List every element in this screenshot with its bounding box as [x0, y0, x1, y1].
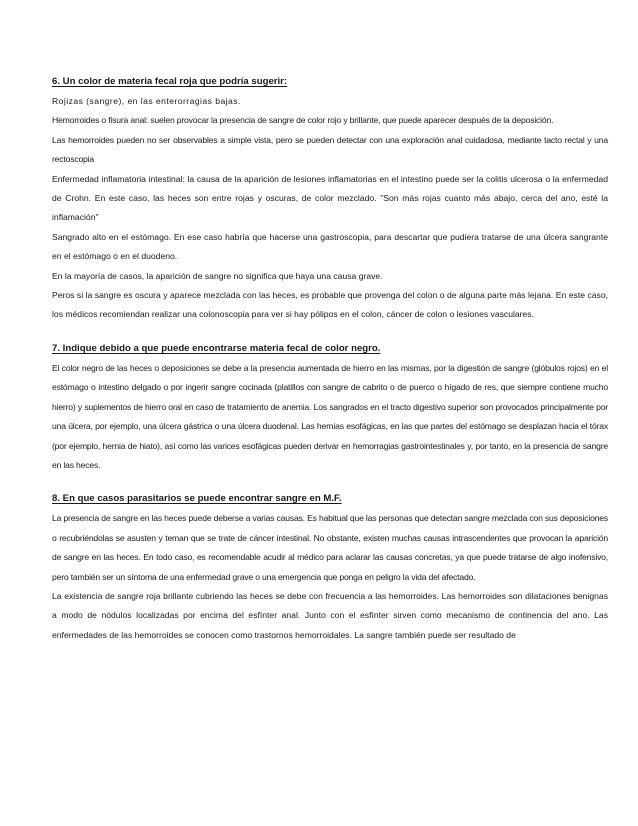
paragraph: El color negro de las heces o deposiciones se debe a la presencia aumentada de hierro en las mismas, por la digestión de sangre (glóbulos rojos) en el estómago o intestino delgado o por ingerir sangre cocinada (platillos con sangre de cabrito o de puerco o hígado de res, que siempre contiene mucho hierro) y suplementos de hierro oral en caso de tratamiento de anemia. Los sangrados en el tracto digestivo superior son provocados principalmente por una úlcera, por ejemplo, una úlcera gástrica o una úlcera duodenal. Las hernias esofágicas, en las que partes del estómago se desplazan hacia el tórax (por ejemplo, hernia de hiato), así como las varices esofágicas pueden derivar en hemorragias gastrointestinales y, por tanto, en la presencia de sangre en las heces.: [52, 362, 608, 470]
paragraph: Hemorroides o fisura anal: suelen provocar la presencia de sangre de color rojo y brillante, que puede aparecer después de la deposición.: [52, 115, 554, 126]
paragraph: En la mayoría de casos, la aparición de sangre no significa que haya una causa grave.: [52, 270, 383, 281]
paragraph: La existencia de sangre roja brillante cubriendo las heces se debe con frecuencia a las hemorroides. Las hemorroides son dilataciones benignas a modo de nódulos localizadas por encima del esfínter anal. Junto con el esfínter sirven como mecanismo de continencia del ano. Las enfermedades de las hemorroides se conocen como trastornos hemorroidales. La sangre también puede ser resultado de: [52, 590, 608, 640]
paragraph: Sangrado alto en el estómago. En ese caso habría que hacerse una gastroscopia, para descartar que pudiera tratarse de una úlcera sangrante en el estómago o en el duodeno.: [52, 231, 608, 262]
section-heading: 6. Un color de materia fecal roja que podría sugerir:: [52, 76, 288, 87]
paragraph: Enfermedad inflamatoria intestinal: la causa de la aparición de lesiones inflamatorias en el intestino puede ser la colitis ulcerosa o la enfermedad de Crohn. En este caso, las heces son entre rojas y oscuras, de color mezclado. "Son más rojas cuanto más abajo, cerca del ano, esté la inflamación": [52, 173, 608, 223]
paragraph: La presencia de sangre en las heces puede deberse a varias causas. Es habitual que las personas que detectan sangre mezclada con sus deposiciones o recubriéndolas se asusten y teman que se trate de cáncer intestinal. No obstante, existen muchas causas intrascendentes que provocan la aparición de sangre en las heces. En todo caso, es recomendable acudir al médico para aclarar las causas concretas, ya que puede tratarse de algo inofensivo, pero también ser un síntoma de una enfermedad grave o una emergencia que ponga en peligro la vida del afectado.: [52, 513, 608, 582]
section-heading: 7. Indique debido a que puede encontrarse materia fecal de color negro.: [52, 342, 381, 354]
section-6: [52, 73, 608, 325]
paragraph: Peros si la sangre es oscura y aparece mezclada con las heces, es probable que provenga del colon o de alguna parte más lejana. En este caso, los médicos recomiendan realizar una colonoscopia para ver si hay pólipos en el colon, cáncer de colon o lesiones vasculares.: [52, 290, 608, 320]
section-8: [52, 490, 608, 645]
paragraph: Las hemorroides pueden no ser observables a simple vista, pero se pueden detectar con una exploración anal cuidadosa, mediante tacto rectal y una rectoscopia: [52, 134, 608, 165]
section-heading: 8. En que casos parasitarios se puede encontrar sangre en M.F.: [52, 493, 342, 505]
document-page: [52, 73, 608, 645]
section-7: [52, 340, 608, 475]
paragraph: Rojizas (sangre), en las enterorragias bajas.: [52, 96, 241, 106]
